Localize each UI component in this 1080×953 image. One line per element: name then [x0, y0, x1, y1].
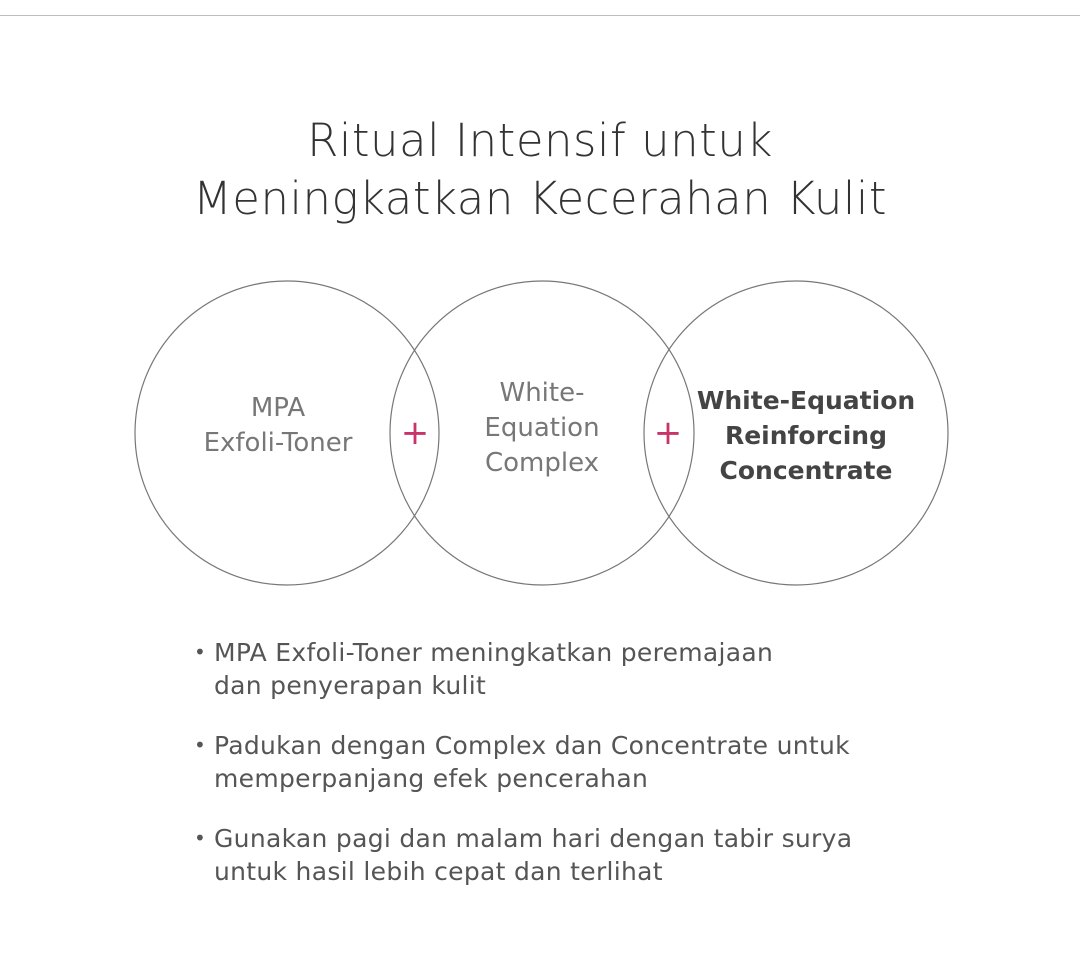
circle-label-line: Reinforcing [724, 421, 888, 450]
circle-label-line: White-Equation [696, 386, 916, 415]
circle-label-mpa-exfoli-toner [172, 391, 384, 461]
circle-label-line: Complex [484, 448, 600, 478]
list-item [192, 729, 952, 795]
list-item [192, 636, 952, 702]
circle-label-white-equation-complex [442, 376, 642, 481]
list-item-line: MPA Exfoli-Toner meningkatkan peremajaan [214, 638, 774, 667]
circle-label-line: Equation [484, 413, 600, 443]
benefit-list [192, 636, 952, 915]
bullet-icon: • [194, 826, 207, 850]
bullet-icon: • [194, 640, 207, 664]
list-item-line: Gunakan pagi dan malam hari dengan tabir surya [214, 824, 853, 853]
plus-icon: + [653, 413, 683, 453]
list-item-line: memperpanjang efek pencerahan [214, 764, 649, 793]
title-line-2: Meningkatkan Kecerahan Kulit [192, 172, 888, 225]
list-item-line: untuk hasil lebih cepat dan terlihat [214, 857, 663, 886]
title-line-1: Ritual Intensif untuk [307, 114, 773, 167]
list-item-line: dan penyerapan kulit [214, 671, 487, 700]
plus-icon: + [400, 413, 430, 453]
circle-label-reinforcing-concentrate [688, 383, 924, 488]
list-item [192, 822, 952, 888]
circle-label-line: Exfoli-Toner [203, 428, 353, 458]
list-item-line: Padukan dengan Complex dan Concentrate untuk [214, 731, 850, 760]
circle-label-line: Concentrate [719, 456, 893, 485]
circle-label-line: White- [499, 378, 585, 408]
bullet-icon: • [194, 733, 207, 757]
circle-label-line: MPA [250, 393, 306, 423]
